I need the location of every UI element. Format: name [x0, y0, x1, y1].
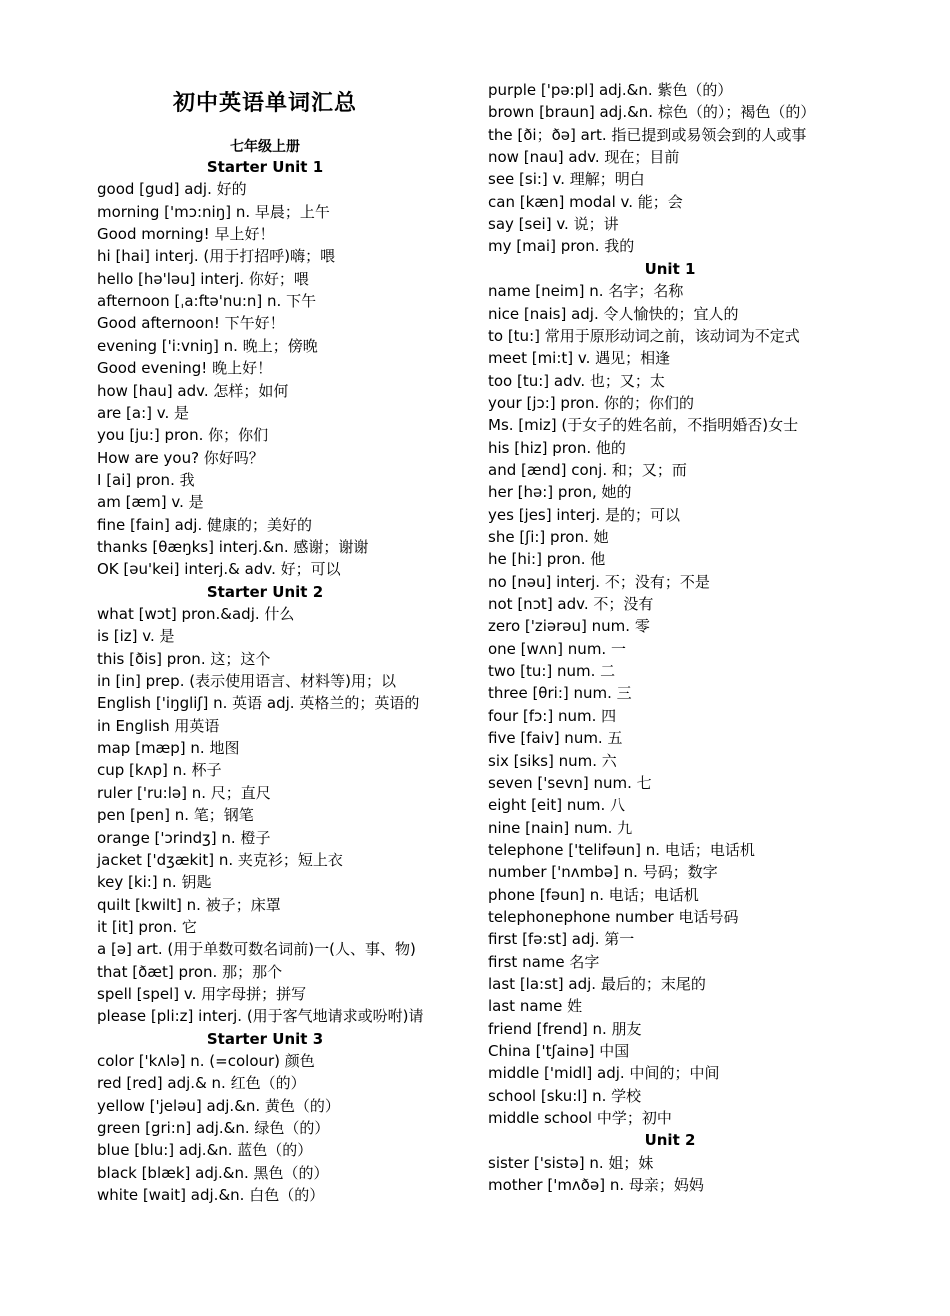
- document-title: 初中英语单词汇总: [172, 90, 357, 116]
- vocab-entry: cup [kʌp] n. 杯子: [97, 761, 222, 780]
- vocab-entry: eight [eit] num. 八: [488, 796, 625, 815]
- grade-heading: 七年级上册: [230, 139, 300, 155]
- vocab-entry: hi [hai] interj. (用于打招呼)嗨；喂: [97, 247, 336, 266]
- vocab-entry: key [ki:] n. 钥匙: [97, 873, 212, 892]
- vocab-entry: five [faiv] num. 五: [488, 729, 623, 748]
- vocab-entry: he [hi:] pron. 他: [488, 550, 606, 569]
- vocab-entry: white [wait] adj.&n. 白色（的）: [97, 1186, 325, 1205]
- vocab-entry: yellow ['jeləu] adj.&n. 黄色（的）: [97, 1096, 340, 1115]
- vocab-entry: Good morning! 早上好！: [97, 225, 275, 244]
- vocab-entry: middle school 中学；初中: [488, 1109, 672, 1128]
- vocab-entry: and [ænd] conj. 和；又；而: [488, 460, 687, 479]
- vocab-entry: in English 用英语: [97, 716, 220, 735]
- vocab-entry: ruler ['ru:lə] n. 尺；直尺: [97, 783, 271, 802]
- vocab-entry: quilt [kwilt] n. 被子；床罩: [97, 895, 281, 914]
- vocab-entry: it [it] pron. 它: [97, 917, 197, 936]
- unit-heading: Unit 2: [644, 1131, 696, 1150]
- vocab-entry: seven ['sevn] num. 七: [488, 773, 652, 792]
- vocab-entry: black [blæk] adj.&n. 黑色（的）: [97, 1163, 329, 1182]
- unit-heading: Starter Unit 1: [206, 158, 324, 176]
- vocab-entry: I [ai] pron. 我: [97, 470, 195, 489]
- vocab-entry: please [pli:z] interj. (用于客气地请求或吩咐)请: [97, 1007, 424, 1026]
- vocab-entry: brown [braun] adj.&n. 棕色（的）；褐色（的）: [488, 103, 816, 122]
- unit-heading: Unit 1: [644, 259, 696, 278]
- vocab-entry: Good evening! 晚上好！: [97, 359, 273, 378]
- vocab-entry: map [mæp] n. 地图: [97, 739, 240, 758]
- vocab-entry: no [nəu] interj. 不；没有；不是: [488, 572, 710, 591]
- vocab-entry: middle ['midl] adj. 中间的；中间: [488, 1064, 720, 1083]
- vocab-entry: orange ['ɔrindʒ] n. 橙子: [97, 828, 271, 847]
- vocab-entry: four [fɔ:] num. 四: [488, 706, 617, 725]
- vocab-entry: two [tu:] num. 二: [488, 662, 616, 681]
- vocab-entry: her [hə:] pron, 她的: [488, 483, 632, 502]
- vocab-entry: six [siks] num. 六: [488, 751, 617, 770]
- vocab-entry: number ['nʌmbə] n. 号码；数字: [488, 863, 718, 882]
- vocab-entry: can [kæn] modal v. 能；会: [488, 192, 683, 211]
- vocab-entry: thanks [θæŋks] interj.&n. 感谢；谢谢: [97, 537, 369, 556]
- vocab-entry: afternoon [ˌa:ftə'nu:n] n. 下午: [97, 292, 317, 311]
- vocab-entry: this [ðis] pron. 这；这个: [97, 649, 271, 668]
- vocab-entry: one [wʌn] num. 一: [488, 639, 626, 658]
- vocab-entry: jacket ['dʒækit] n. 夹克衫；短上衣: [97, 850, 343, 869]
- vocab-entry: is [iz] v. 是: [97, 627, 175, 646]
- vocab-entry: hello [hə'ləu] interj. 你好；喂: [97, 269, 309, 288]
- vocab-entry: are [a:] v. 是: [97, 403, 189, 422]
- vocab-entry: nice [nais] adj. 令人愉快的；宜人的: [488, 304, 739, 323]
- vocab-entry: telephone ['telifəun] n. 电话；电话机: [488, 840, 755, 859]
- vocab-entry: first name 名字: [488, 952, 600, 971]
- vocab-entry: name [neim] n. 名字；名称: [488, 282, 684, 301]
- vocab-entry: zero ['ziərəu] num. 零: [488, 617, 650, 636]
- vocab-entry: last [la:st] adj. 最后的；末尾的: [488, 975, 706, 993]
- vocab-entry: how [hau] adv. 怎样；如何: [97, 381, 289, 400]
- vocab-entry: see [si:] v. 理解；明白: [488, 170, 645, 189]
- vocab-entry: purple ['pə:pl] adj.&n. 紫色（的）: [488, 81, 733, 99]
- vocab-entry: school [sku:l] n. 学校: [488, 1086, 642, 1105]
- vocab-entry: spell [spel] v. 用字母拼；拼写: [97, 984, 307, 1003]
- vocab-entry: friend [frend] n. 朋友: [488, 1019, 642, 1038]
- vocab-entry: that [ðæt] pron. 那；那个: [97, 962, 283, 981]
- vocab-entry: Good afternoon! 下午好！: [97, 314, 285, 333]
- vocab-entry: she [ʃi:] pron. 她: [488, 528, 609, 546]
- vocab-entry: three [θri:] num. 三: [488, 684, 632, 703]
- vocab-entry: you [ju:] pron. 你；你们: [97, 426, 269, 445]
- vocab-entry: your [jɔ:] pron. 你的；你们的: [488, 393, 695, 412]
- vocab-entry: China ['tʃainə] 中国: [488, 1042, 630, 1061]
- vocab-entry: OK [əu'kei] interj.& adv. 好；可以: [97, 560, 341, 579]
- vocab-entry: pen [pen] n. 笔；钢笔: [97, 806, 254, 825]
- unit-heading: Starter Unit 2: [206, 582, 324, 601]
- vocab-entry: sister ['sistə] n. 姐；妹: [488, 1153, 654, 1172]
- vocab-entry: last name 姓: [488, 997, 583, 1016]
- vocab-entry: fine [fain] adj. 健康的；美好的: [97, 515, 312, 534]
- vocab-entry: my [mai] pron. 我的: [488, 237, 635, 256]
- vocab-entry: first [fə:st] adj. 第一: [488, 930, 635, 949]
- vocab-entry: Ms. [miz] (于女子的姓名前，不指明婚否)女士: [488, 416, 799, 435]
- vocab-entry: the [ði；ðə] art. 指已提到或易领会到的人或事: [488, 125, 807, 144]
- vocab-entry: meet [mi:t] v. 遇见；相逢: [488, 349, 671, 368]
- vocab-entry: in [in] prep. (表示使用语言、材料等)用；以: [97, 672, 396, 691]
- vocab-entry: evening ['i:vniŋ] n. 晚上；傍晚: [97, 336, 318, 355]
- vocab-entry: phone [fəun] n. 电话；电话机: [488, 885, 699, 904]
- vocab-entry: telephonephone number 电话号码: [488, 907, 739, 926]
- vocab-entry: nine [nain] num. 九: [488, 818, 633, 837]
- vocab-entry: say [sei] v. 说；讲: [488, 215, 619, 234]
- vocab-entry: green [gri:n] adj.&n. 绿色（的）: [97, 1119, 330, 1138]
- vocab-entry: too [tu:] adv. 也；又；太: [488, 371, 665, 390]
- vocab-entry: morning ['mɔ:niŋ] n. 早晨；上午: [97, 202, 330, 221]
- vocab-entry: not [nɔt] adv. 不；没有: [488, 595, 654, 614]
- vocab-entry: color ['kʌlə] n. (=colour) 颜色: [97, 1052, 315, 1070]
- vocab-entry: English ['iŋgliʃ] n. 英语 adj. 英格兰的；英语的: [97, 694, 420, 713]
- vocab-entry: his [hiz] pron. 他的: [488, 438, 626, 457]
- vocab-entry: what [wɔt] pron.&adj. 什么: [97, 605, 295, 623]
- vocab-entry: a [ə] art. (用于单数可数名词前)一(人、事、物): [97, 940, 416, 959]
- vocab-entry: red [red] adj.& n. 红色（的）: [97, 1074, 306, 1093]
- vocab-entry: am [æm] v. 是: [97, 493, 204, 512]
- vocab-entry: to [tu:] 常用于原形动词之前，该动词为不定式: [488, 326, 800, 345]
- vocab-entry: mother ['mʌðə] n. 母亲；妈妈: [488, 1176, 704, 1195]
- vocab-entry: now [nau] adv. 现在；目前: [488, 148, 680, 167]
- unit-heading: Starter Unit 3: [206, 1029, 324, 1048]
- vocab-entry: good [gud] adj. 好的: [97, 180, 247, 199]
- vocab-entry: yes [jes] interj. 是的；可以: [488, 505, 681, 524]
- vocab-entry: blue [blu:] adj.&n. 蓝色（的）: [97, 1141, 313, 1160]
- vocab-entry: How are you? 你好吗？: [97, 448, 264, 467]
